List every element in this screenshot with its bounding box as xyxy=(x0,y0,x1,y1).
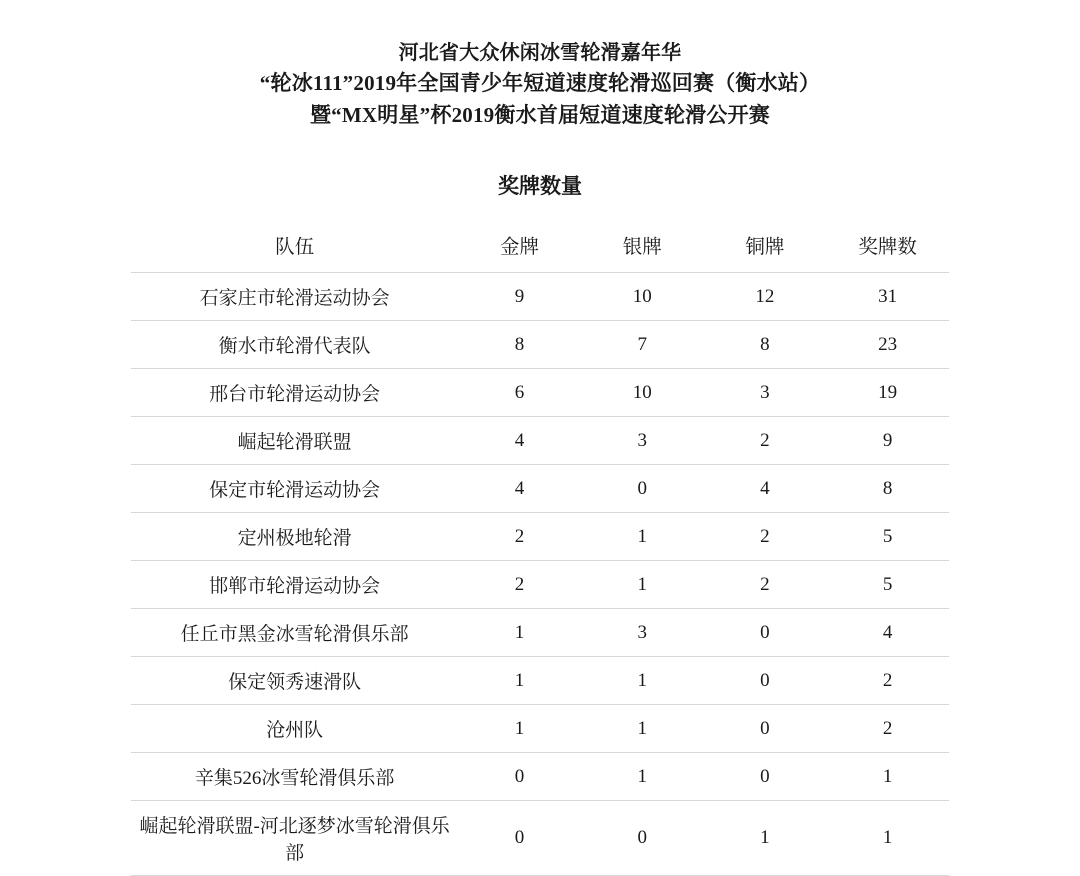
cell-bronze: 8 xyxy=(704,321,827,369)
medal-table-wrapper xyxy=(131,222,949,876)
cell-gold: 1 xyxy=(458,657,581,705)
cell-silver: 1 xyxy=(581,753,704,801)
cell-total: 9 xyxy=(826,417,949,465)
cell-gold: 0 xyxy=(458,753,581,801)
cell-silver: 3 xyxy=(581,609,704,657)
table-row xyxy=(131,513,949,561)
cell-total: 8 xyxy=(826,465,949,513)
cell-silver: 3 xyxy=(581,417,704,465)
cell-gold: 2 xyxy=(458,513,581,561)
column-header-silver: 银牌 xyxy=(622,237,662,259)
cell-total: 19 xyxy=(826,369,949,417)
table-header xyxy=(131,222,949,273)
cell-team: 邯郸市轮滑运动协会 xyxy=(131,561,458,609)
cell-total: 1 xyxy=(826,801,949,876)
cell-team: 沧州队 xyxy=(131,705,458,753)
cell-bronze: 0 xyxy=(704,609,827,657)
cell-bronze: 0 xyxy=(704,705,827,753)
cell-bronze: 0 xyxy=(704,753,827,801)
cell-team: 定州极地轮滑 xyxy=(131,513,458,561)
cell-team: 保定市轮滑运动协会 xyxy=(131,465,458,513)
column-header-gold: 金牌 xyxy=(500,237,540,259)
cell-bronze: 2 xyxy=(704,561,827,609)
table-body xyxy=(131,273,949,876)
cell-gold: 4 xyxy=(458,417,581,465)
table-row xyxy=(131,657,949,705)
cell-gold: 9 xyxy=(458,273,581,321)
cell-silver: 1 xyxy=(581,705,704,753)
cell-gold: 6 xyxy=(458,369,581,417)
title-line-3: 暨“MX明星”杯2019衡水首届短道速度轮滑公开赛 xyxy=(309,103,770,128)
table-row xyxy=(131,417,949,465)
table-row xyxy=(131,561,949,609)
table-row xyxy=(131,465,949,513)
table-row xyxy=(131,321,949,369)
cell-bronze: 1 xyxy=(704,801,827,876)
table-row xyxy=(131,369,949,417)
cell-bronze: 0 xyxy=(704,657,827,705)
column-header-bronze: 铜牌 xyxy=(745,237,785,259)
cell-gold: 1 xyxy=(458,705,581,753)
cell-total: 2 xyxy=(826,705,949,753)
cell-team: 崛起轮滑联盟 xyxy=(131,417,458,465)
cell-bronze: 12 xyxy=(704,273,827,321)
table-row xyxy=(131,609,949,657)
cell-total: 2 xyxy=(826,657,949,705)
cell-total: 1 xyxy=(826,753,949,801)
cell-team: 辛集526冰雪轮滑俱乐部 xyxy=(131,753,458,801)
document-title xyxy=(260,38,820,132)
cell-gold: 0 xyxy=(458,801,581,876)
column-header-team: 队伍 xyxy=(275,237,315,259)
cell-team: 邢台市轮滑运动协会 xyxy=(131,369,458,417)
cell-silver: 0 xyxy=(581,801,704,876)
cell-gold: 4 xyxy=(458,465,581,513)
cell-team: 崛起轮滑联盟-河北逐梦冰雪轮滑俱乐部 xyxy=(131,801,458,876)
title-line-2: “轮冰111”2019年全国青少年短道速度轮滑巡回赛（衡水站） xyxy=(259,71,821,96)
cell-silver: 1 xyxy=(581,561,704,609)
cell-bronze: 2 xyxy=(704,417,827,465)
table-row xyxy=(131,273,949,321)
cell-silver: 1 xyxy=(581,657,704,705)
table-row xyxy=(131,753,949,801)
cell-gold: 8 xyxy=(458,321,581,369)
cell-team: 石家庄市轮滑运动协会 xyxy=(131,273,458,321)
table-row xyxy=(131,801,949,876)
cell-team: 任丘市黑金冰雪轮滑俱乐部 xyxy=(131,609,458,657)
cell-total: 5 xyxy=(826,513,949,561)
cell-bronze: 3 xyxy=(704,369,827,417)
cell-total: 4 xyxy=(826,609,949,657)
cell-silver: 10 xyxy=(581,369,704,417)
cell-gold: 1 xyxy=(458,609,581,657)
table-header-row xyxy=(131,222,949,273)
cell-silver: 0 xyxy=(581,465,704,513)
cell-gold: 2 xyxy=(458,561,581,609)
cell-total: 31 xyxy=(826,273,949,321)
cell-bronze: 2 xyxy=(704,513,827,561)
cell-bronze: 4 xyxy=(704,465,827,513)
cell-total: 23 xyxy=(826,321,949,369)
cell-total: 5 xyxy=(826,561,949,609)
title-line-1: 河北省大众休闲冰雪轮滑嘉年华 xyxy=(398,42,682,64)
medal-table xyxy=(131,222,949,876)
cell-team: 保定领秀速滑队 xyxy=(131,657,458,705)
cell-silver: 1 xyxy=(581,513,704,561)
cell-team: 衡水市轮滑代表队 xyxy=(131,321,458,369)
column-header-total: 奖牌数 xyxy=(858,237,917,259)
table-row xyxy=(131,705,949,753)
section-title: 奖牌数量 xyxy=(498,174,582,199)
cell-silver: 7 xyxy=(581,321,704,369)
cell-silver: 10 xyxy=(581,273,704,321)
